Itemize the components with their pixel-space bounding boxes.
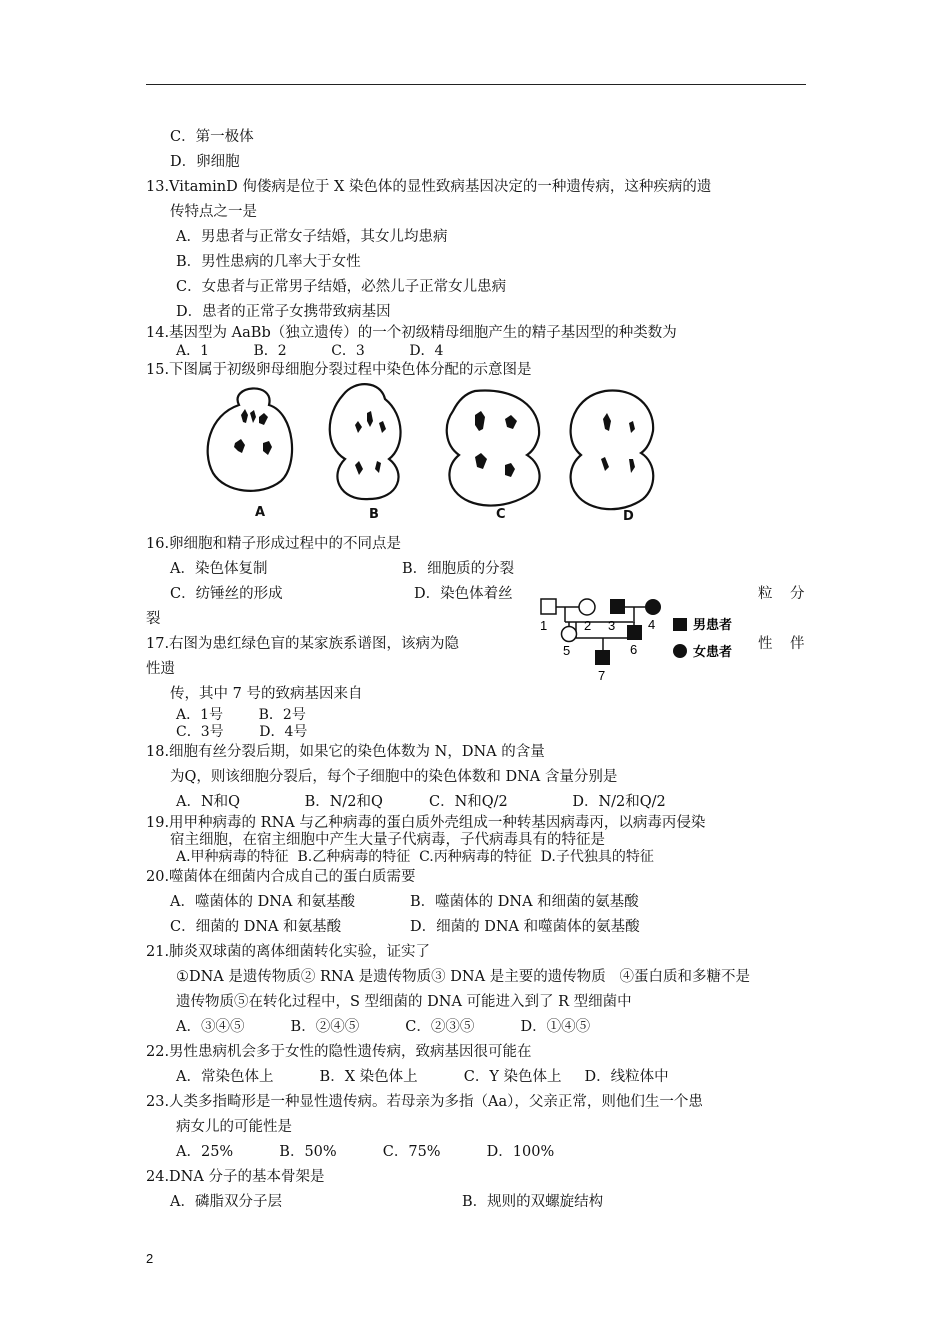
q21-statements: ①DNA 是遗传物质② RNA 是遗传物质③ DNA 是主要的遗传物质 ④蛋白质和多糖不是 xyxy=(176,969,751,985)
pedigree-member-1 xyxy=(541,599,556,614)
cell-b-outline xyxy=(330,384,401,499)
q13-option-b: B．男性患病的几率大于女性 xyxy=(176,254,361,270)
figure-label-a: A xyxy=(255,505,266,520)
q20-option-d: D．细菌的 DNA 和噬菌体的氨基酸 xyxy=(410,919,640,935)
legend-female-icon xyxy=(673,644,687,658)
cell-d-chromosome xyxy=(601,457,609,471)
q13-option-a: A．男患者与正常女子结婚，其女儿均患病 xyxy=(176,229,448,245)
q19-stem-cont: 宿主细胞，在宿主细胞中产生大量子代病毒，子代病毒具有的特征是 xyxy=(170,832,605,848)
cell-b-chromosome xyxy=(375,461,381,473)
q19-options: A.甲种病毒的特征 B.乙种病毒的特征 C.丙种病毒的特征 D.子代独具的特征 xyxy=(176,849,654,865)
cell-a-outline xyxy=(208,388,292,490)
header-rule xyxy=(146,84,806,85)
pedigree-number-7: 7 xyxy=(598,668,606,683)
q18-stem-cont: 为Q，则该细胞分裂后，每个子细胞中的染色体数和 DNA 含量分别是 xyxy=(170,769,618,785)
q15-stem: 15.下图属于初级卵母细胞分裂过程中染色体分配的示意图是 xyxy=(146,362,532,378)
q12-option-c: C．第一极体 xyxy=(170,129,254,145)
q24-stem: 24.DNA 分子的基本骨架是 xyxy=(146,1169,325,1185)
cell-b-chromosome xyxy=(367,411,373,427)
pedigree-member-6 xyxy=(627,625,642,640)
pedigree-number-6: 6 xyxy=(630,642,638,657)
pedigree-number-4: 4 xyxy=(648,617,656,632)
q23-stem: 23.人类多指畸形是一种显性遗传病。若母亲为多指（Aa），父亲正常，则他们生一个患 xyxy=(146,1094,703,1110)
q16-option-d: D．染色体着丝 xyxy=(414,586,513,602)
q17-stem-cont: 传，其中 7 号的致病基因来自 xyxy=(170,686,363,702)
cell-d-outline xyxy=(571,390,654,509)
legend-female-label: 女患者 xyxy=(693,644,733,659)
q16-option-b: B．细胞质的分裂 xyxy=(402,561,515,577)
q22-stem: 22.男性患病机会多于女性的隐性遗传病，致病基因很可能在 xyxy=(146,1044,532,1060)
cell-c-chromosome xyxy=(505,463,515,477)
q20-option-a: A．噬菌体的 DNA 和氨基酸 xyxy=(170,894,355,910)
q21-options: A．③④⑤ B．②④⑤ C．②③⑤ D．①④⑤ xyxy=(176,1019,591,1035)
pedigree-number-1: 1 xyxy=(540,618,548,633)
q16-option-c: C．纺锤丝的形成 xyxy=(170,586,283,602)
figure-label-d: D xyxy=(623,509,634,524)
cell-b-chromosome xyxy=(379,421,386,433)
q16-stem: 16.卵细胞和精子形成过程中的不同点是 xyxy=(146,536,402,552)
cell-b-chromosome xyxy=(355,461,363,475)
q20-stem: 20.噬菌体在细菌内合成自己的蛋白质需要 xyxy=(146,869,416,885)
cell-a-chromosome xyxy=(234,439,245,453)
cell-a-chromosome xyxy=(263,441,272,455)
pedigree-number-2: 2 xyxy=(584,618,592,633)
pedigree-member-5 xyxy=(562,627,577,642)
cell-d-chromosome xyxy=(603,413,611,431)
q16-option-a: A．染色体复制 xyxy=(170,561,268,577)
q14-stem: 14.基因型为 AaBb（独立遗传）的一个初级精母细胞产生的精子基因型的种类数为 xyxy=(146,325,677,341)
q17-options-ab: A．1号 B．2号 xyxy=(176,707,306,723)
q15-cell-figures xyxy=(205,385,675,525)
q18-options: A．N和Q B．N/2和Q C．N和Q/2 D．N/2和Q/2 xyxy=(176,794,666,810)
q17-stem-frag3: 性遗 xyxy=(146,661,175,677)
q13-stem: 13.VitaminD 佝偻病是位于 X 染色体的显性致病基因决定的一种遗传病，这种疾病的遗 xyxy=(146,179,712,195)
q20-option-c: C．细菌的 DNA 和氨基酸 xyxy=(170,919,342,935)
legend-male-icon xyxy=(673,618,687,631)
q16-option-d-frag2: 分 xyxy=(790,586,805,602)
q21-stem: 21.肺炎双球菌的离体细菌转化实验，证实了 xyxy=(146,944,431,960)
q14-options: A．1 B．2 C．3 D．4 xyxy=(176,343,444,359)
q13-stem-cont: 传特点之一是 xyxy=(170,204,257,220)
legend-male-label: 男患者 xyxy=(693,617,733,632)
q20-option-b: B．噬菌体的 DNA 和细菌的氨基酸 xyxy=(410,894,639,910)
pedigree-member-2 xyxy=(579,599,595,615)
figure-label-c: C xyxy=(496,507,506,522)
q17-stem: 17.右图为患红绿色盲的某家族系谱图，该病为隐 xyxy=(146,636,460,652)
q16-option-d-frag3: 裂 xyxy=(146,611,161,627)
q22-options: A．常染色体上 B．X 染色体上 C．Y 染色体上 D．线粒体中 xyxy=(176,1069,669,1085)
cell-b-chromosome xyxy=(355,421,362,433)
figure-label-b: B xyxy=(369,507,379,522)
cell-a-chromosome xyxy=(241,409,256,423)
cell-c-chromosome xyxy=(475,411,485,431)
q17-options-cd: C．3号 D．4号 xyxy=(176,724,308,740)
q13-option-c: C．女患者与正常男子结婚，必然儿子正常女儿患病 xyxy=(176,279,507,295)
q21-statements-cont: 遗传物质⑤在转化过程中，S 型细菌的 DNA 可能进入到了 R 型细菌中 xyxy=(176,994,632,1010)
q23-options: A．25% B．50% C．75% D．100% xyxy=(176,1144,555,1160)
q17-stem-frag2: 伴 xyxy=(790,636,805,652)
q23-stem-cont: 病女儿的可能性是 xyxy=(176,1119,292,1135)
pedigree-number-3: 3 xyxy=(608,618,616,633)
page-number: 2 xyxy=(146,1251,154,1266)
q24-option-a: A．磷脂双分子层 xyxy=(170,1194,282,1210)
q13-option-d: D．患者的正常子女携带致病基因 xyxy=(176,304,391,320)
cell-c-chromosome xyxy=(505,415,517,429)
q12-option-d: D．卵细胞 xyxy=(170,154,240,170)
cell-d-chromosome xyxy=(629,459,635,473)
pedigree-chart xyxy=(536,596,756,686)
cell-c-outline xyxy=(447,390,540,505)
pedigree-number-5: 5 xyxy=(563,643,571,658)
q19-stem: 19.用甲种病毒的 RNA 与乙种病毒的蛋白质外壳组成一种转基因病毒丙，以病毒丙侵染 xyxy=(146,815,706,831)
pedigree-member-3 xyxy=(610,599,625,614)
q17-stem-frag1: 性 xyxy=(758,636,773,652)
cell-a-chromosome xyxy=(259,413,268,425)
q24-option-b: B．规则的双螺旋结构 xyxy=(462,1194,604,1210)
cell-d-chromosome xyxy=(629,421,635,433)
q16-option-d-frag1: 粒 xyxy=(758,586,773,602)
pedigree-member-4 xyxy=(645,599,661,615)
q18-stem: 18.细胞有丝分裂后期，如果它的染色体数为 N，DNA 的含量 xyxy=(146,744,545,760)
pedigree-member-7 xyxy=(595,650,610,665)
cell-c-chromosome xyxy=(475,453,487,469)
